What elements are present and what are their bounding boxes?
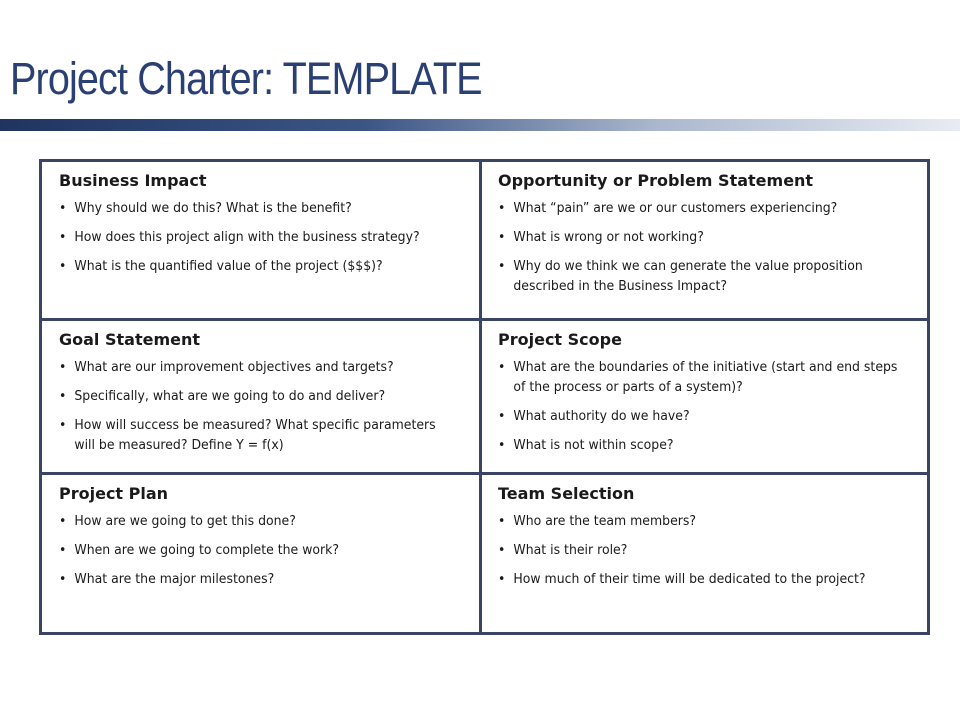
bullet-item: [498, 512, 900, 532]
bullet-item: [59, 512, 453, 532]
bullet-dot: •: [498, 259, 506, 274]
bullet-list: [59, 512, 469, 590]
bullet-item: [498, 541, 900, 561]
bullet-list: [498, 512, 917, 590]
bullet-dot: •: [498, 514, 506, 529]
bullet-item: [59, 358, 453, 378]
section-heading: Goal Statement: [59, 330, 201, 349]
section-business-impact: [42, 162, 482, 321]
section-project-scope: [482, 321, 927, 475]
bullet-dot: •: [59, 259, 67, 274]
bullet-text: Who are the team members?: [513, 514, 697, 529]
bullet-item: [59, 199, 453, 219]
bullet-dot: •: [498, 543, 506, 558]
bullet-text: What are the major milestones?: [74, 572, 275, 587]
section-heading: Team Selection: [498, 484, 635, 503]
bullet-text: How much of their time will be dedicated to the project?: [513, 572, 866, 587]
section-heading: Project Plan: [59, 484, 169, 503]
section-opportunity-problem-statement: [482, 162, 927, 321]
bullet-item: [498, 436, 900, 456]
bullet-dot: •: [498, 409, 506, 424]
bullet-item: [498, 570, 900, 590]
page-title: Project Charter: TEMPLATE: [10, 53, 482, 104]
charter-grid: [39, 159, 930, 635]
bullet-text: What is wrong or not working?: [513, 230, 704, 245]
bullet-text: What is the quantified value of the project ($$$)?: [74, 259, 383, 274]
bullet-item: [59, 570, 453, 590]
bullet-dot: •: [59, 418, 67, 433]
bullet-item: [498, 228, 900, 248]
section-project-plan: [42, 475, 482, 632]
bullet-text: When are we going to complete the work?: [74, 543, 340, 558]
section-heading: Opportunity or Problem Statement: [498, 171, 814, 190]
bullet-dot: •: [59, 514, 67, 529]
bullet-list: [498, 199, 917, 297]
bullet-item: [59, 416, 453, 456]
bullet-text: What are the boundaries of the initiative (start and end steps of the process or parts of a system)?: [513, 360, 898, 395]
bullet-dot: •: [59, 360, 67, 375]
bullet-dot: •: [498, 230, 506, 245]
bullet-dot: •: [498, 572, 506, 587]
bullet-list: [59, 199, 469, 277]
bullet-text: How will success be measured? What specific parameters will be measured? Define Y = f(x): [74, 418, 436, 453]
bullet-item: [498, 407, 900, 427]
section-heading: Business Impact: [59, 171, 207, 190]
bullet-dot: •: [59, 230, 67, 245]
bullet-dot: •: [59, 389, 67, 404]
bullet-item: [59, 387, 453, 407]
bullet-dot: •: [59, 201, 67, 216]
bullet-item: [59, 228, 453, 248]
bullet-text: What are our improvement objectives and targets?: [74, 360, 394, 375]
section-heading: Project Scope: [498, 330, 622, 349]
bullet-item: [59, 257, 453, 277]
bullet-list: [59, 358, 469, 456]
section-team-selection: [482, 475, 927, 632]
bullet-text: What is not within scope?: [513, 438, 674, 453]
bullet-text: Why do we think we can generate the value proposition described in the Business Impact?: [513, 259, 863, 294]
bullet-dot: •: [498, 201, 506, 216]
bullet-text: How are we going to get this done?: [74, 514, 296, 529]
bullet-item: [498, 358, 900, 398]
bullet-text: What authority do we have?: [513, 409, 690, 424]
section-goal-statement: [42, 321, 482, 475]
bullet-list: [498, 358, 917, 456]
bullet-text: Why should we do this? What is the benefit?: [74, 201, 352, 216]
bullet-item: [59, 541, 453, 561]
bullet-text: What is their role?: [513, 543, 628, 558]
bullet-item: [498, 257, 900, 297]
title-underline-bar: [0, 119, 960, 131]
bullet-dot: •: [59, 543, 67, 558]
bullet-text: Specifically, what are we going to do and deliver?: [74, 389, 386, 404]
bullet-text: How does this project align with the business strategy?: [74, 230, 420, 245]
bullet-text: What “pain” are we or our customers experiencing?: [513, 201, 838, 216]
bullet-dot: •: [59, 572, 67, 587]
bullet-dot: •: [498, 360, 506, 375]
bullet-item: [498, 199, 900, 219]
bullet-dot: •: [498, 438, 506, 453]
